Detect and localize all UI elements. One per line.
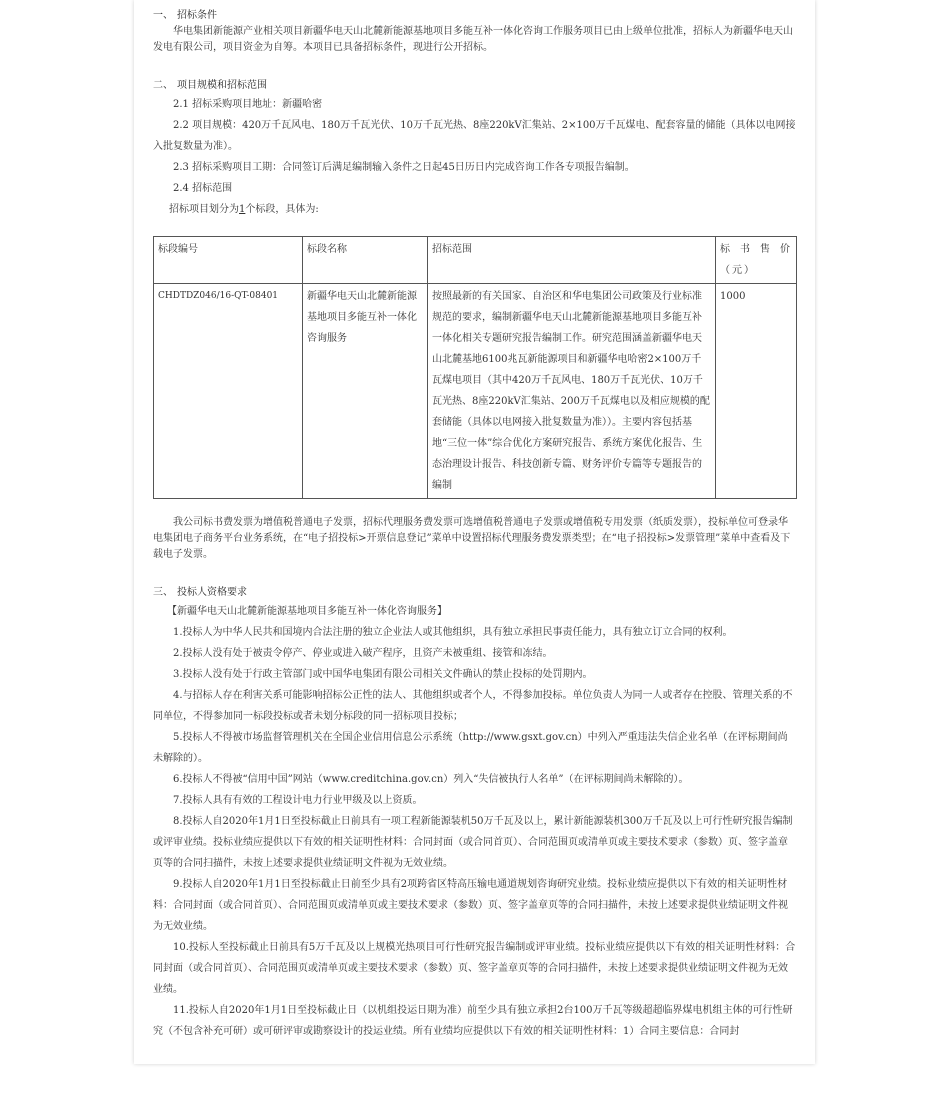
division-prefix: 招标项目划分为 <box>169 204 239 215</box>
cell-code: CHDTDZ046/16-QT-08401 <box>154 284 303 499</box>
section-2-item: 2.4 招标范围 <box>173 183 233 194</box>
qualification-item: 11.投标人自2020年1月1日至投标截止日（以机组投运日期为准）前至少具有独立承担2台100万千瓦等级超超临界煤电机组主体的可行性研究（不包含补充可研）或可研评审或勘察设计的投运业绩。所有业绩均应提供以下有效的相关证明性材料：1）合同主要信息：合同封 <box>153 1005 793 1037</box>
section-3-number: 三、 <box>153 587 173 598</box>
qualification-item: 5.投标人不得被市场监督管理机关在全国企业信用信息公示系统（http://www.gsxt.gov.cn）中列入严重违法失信企业名单（在评标期间尚未解除的）。 <box>153 732 788 764</box>
header-cell-price: 标 书 售 价（元） <box>716 237 797 284</box>
qualification-item: 1.投标人为中华人民共和国境内合法注册的独立企业法人或其他组织，具有独立承担民事责任能力，具有独立订立合同的权利。 <box>173 627 733 638</box>
document-content <box>153 8 797 1042</box>
qualification-item: 4.与招标人存在利害关系可能影响招标公正性的法人、其他组织或者个人，不得参加投标。单位负责人为同一人或者存在控股、管理关系的不同单位，不得参加同一标段投标或者未划分标段的同一招标项目投标； <box>153 690 793 722</box>
section-1-number: 一、 <box>153 10 173 21</box>
cell-name: 新疆华电天山北麓新能源基地项目多能互补一体化咨询服务 <box>303 284 428 499</box>
qualification-item: 6.投标人不得被“信用中国”网站（www.creditchina.gov.cn）列入“失信被执行人名单”（在评标期间尚未解除的）。 <box>173 774 689 785</box>
section-3-title: 投标人资格要求 <box>177 587 247 598</box>
header-cell-code: 标段编号 <box>154 237 303 284</box>
section-2-item: 2.3 招标采购项目工期：合同签订后满足编制输入条件之日起45日历日内完成咨询工作各专项报告编制。 <box>173 162 635 173</box>
document-page <box>134 0 815 1064</box>
bid-section-table <box>153 236 797 499</box>
qualification-item: 10.投标人至投标截止日前具有5万千瓦及以上规模光热项目可行性研究报告编制或评审业绩。投标业绩应提供以下有效的相关证明性材料：合同封面（或合同首页）、合同范围页或清单页或主要技术要求（参数）页、签字盖章页等的合同扫描件，未按上述要求提供业绩证明文件视为无效业绩。 <box>153 942 796 995</box>
division-count: 1 <box>239 204 246 215</box>
division-suffix: 个标段，具体为: <box>245 204 319 215</box>
section-2-item: 2.1 招标采购项目地址：新疆哈密 <box>173 99 323 110</box>
section-3-heading <box>153 585 797 601</box>
header-cell-scope: 招标范围 <box>428 237 716 284</box>
table-header-row <box>154 237 797 284</box>
invoice-note: 我公司标书费发票为增值税普通电子发票，招标代理服务费发票可选增值税普通电子发票或增值税专用发票（纸质发票），投标单位可登录华电集团电子商务平台业务系统，在“电子招投标>开票信息登记”菜单中设置招标代理服务费发票类型；在“电子招投标>发票管理”菜单中查看及下载电子发票。 <box>153 517 791 560</box>
section-2-item: 2.2 项目规模：420万千瓦风电、180万千瓦光伏、10万千瓦光热、8座220kV汇集站、2×100万千瓦煤电、配套容量的储能（具体以电网接入批复数量为准）。 <box>153 120 796 152</box>
qualification-item: 7.投标人具有有效的工程设计电力行业甲级及以上资质。 <box>173 795 423 806</box>
table-row <box>154 284 797 499</box>
section-1-body: 华电集团新能源产业相关项目新疆华电天山北麓新能源基地项目多能互补一体化咨询工作服务项目已由上级单位批准，招标人为新疆华电天山发电有限公司，项目资金为自筹。本项目已具备招标条件，现进行公开招标。 <box>153 26 793 53</box>
section-1-heading <box>153 8 797 24</box>
qualification-item: 9.投标人自2020年1月1日至投标截止日前至少具有2项跨省区特高压输电通道规划咨询研究业绩。投标业绩应提供以下有效的相关证明性材料：合同封面（或合同首页）、合同范围页或清单页或主要技术要求（参数）页、签字盖章页等的合同扫描件，未按上述要求提供业绩证明文件视为无效业绩。 <box>153 879 788 932</box>
qualification-item: 2.投标人没有处于被责令停产、停业或进入破产程序，且资产未被重组、接管和冻结。 <box>173 648 553 659</box>
qualification-item: 8.投标人自2020年1月1日至投标截止日前具有一项工程新能源装机50万千瓦及以上，累计新能源装机300万千瓦及以上可行性研究报告编制或评审业绩。投标业绩应提供以下有效的相关证明性材料：合同封面（或合同首页）、合同范围页或清单页或主要技术要求（参数）页、签字盖章页等的合同扫描件，未按上述要求提供业绩证明文件视为无效业绩。 <box>153 816 793 869</box>
section-1-title: 招标条件 <box>177 10 217 21</box>
division-line <box>153 199 797 220</box>
cell-scope: 按照最新的有关国家、自治区和华电集团公司政策及行业标准规范的要求，编制新疆华电天山北麓新能源基地项目多能互补一体化相关专题研究报告编制工作。研究范围涵盖新疆华电天山北麓基地6100兆瓦新能源项目和新疆华电哈密2×100万千瓦煤电项目（其中420万千瓦风电、180万千瓦光伏、10万千瓦光热、8座220kV汇集站、200万千瓦煤电以及相应规模的配套储能（具体以电网接入批复数量为准））。主要内容包括基地“三位一体”综合优化方案研究报告、系统方案优化报告、生态治理设计报告、科技创新专篇、财务评价专篇等专题报告的编制 <box>428 284 716 499</box>
section-2-heading <box>153 78 797 94</box>
cell-price: 1000 <box>716 284 797 499</box>
header-cell-name: 标段名称 <box>303 237 428 284</box>
qualification-item: 3.投标人没有处于行政主管部门或中国华电集团有限公司相关文件确认的禁止投标的处罚期内。 <box>173 669 593 680</box>
section-2-number: 二、 <box>153 80 173 91</box>
section-3-project-label: 【新疆华电天山北麓新能源基地项目多能互补一体化咨询服务】 <box>167 606 447 617</box>
section-2-title: 项目规模和招标范围 <box>177 80 267 91</box>
